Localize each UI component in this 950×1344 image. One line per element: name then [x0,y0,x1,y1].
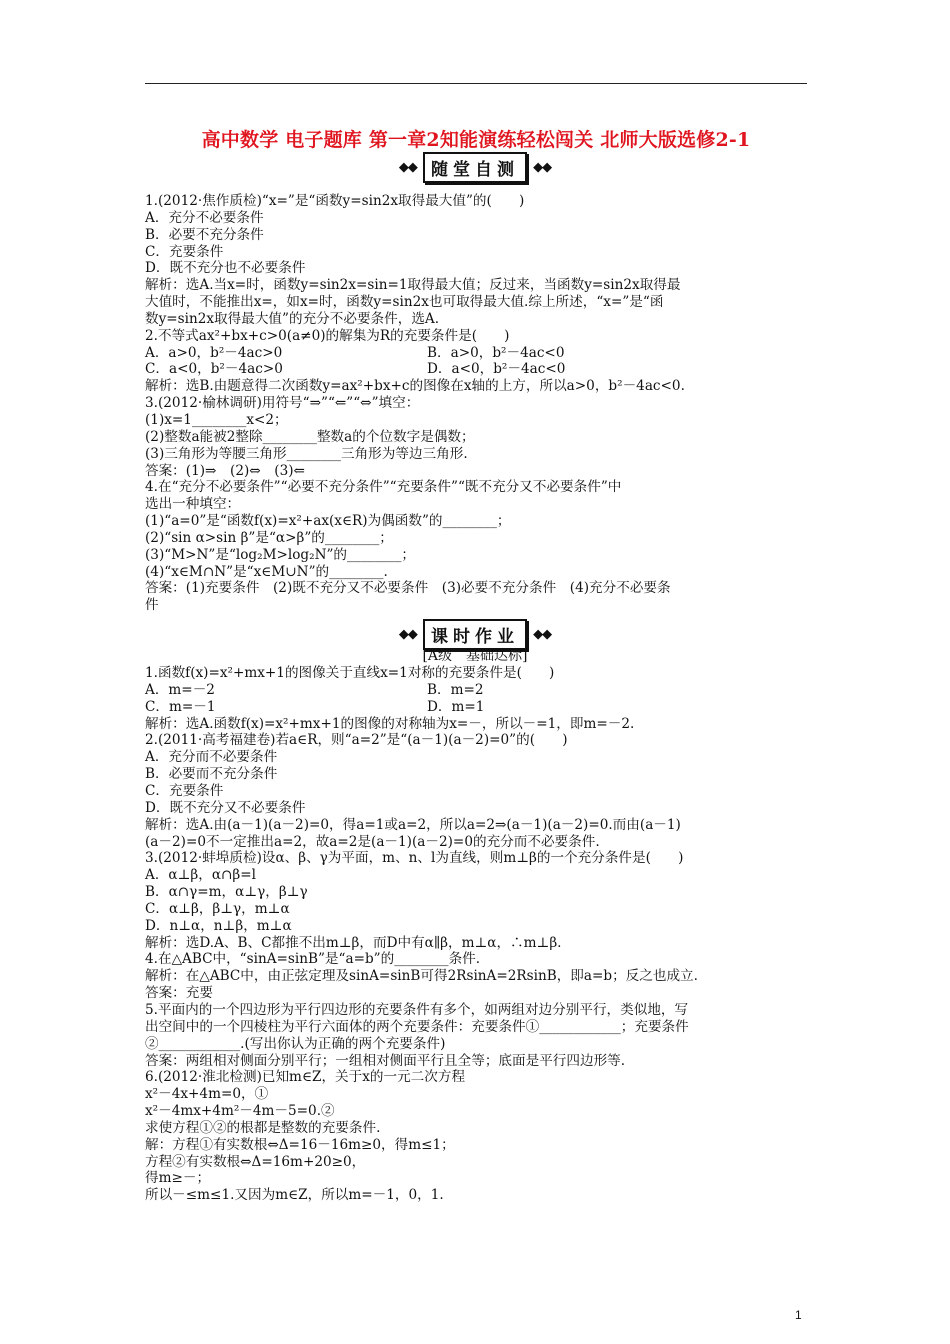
diamond-ornament-icon: ◆◆ [533,627,552,642]
text-line: 解析：选A.函数f(x)=x²+mx+1的图像的对称轴为x=－，所以－=1，即m=－2. [145,715,635,732]
option-left: A．m=－2 [145,681,215,698]
text-line: A．充分而不必要条件 [145,749,278,766]
text-line: 1.(2012·焦作质检)“x=”是“函数y=sin2x取得最大值”的( ) [145,193,525,209]
text-line: C．充要条件 [145,243,224,260]
text-line: (2)整数a能被2整除________整数a的个位数字是偶数； [145,428,475,445]
section-homework [145,665,809,1204]
text-line: 答案：两组相对侧面分别平行；一组相对侧面平行且全等；底面是平行四边形等. [145,1052,626,1069]
text-line: x²－4mx+4m²－4m－5=0.② [145,1103,335,1120]
text-line: 求使方程①②的根都是整数的充要条件. [145,1119,381,1136]
text-line: 解析：选D.A、B、C都推不出m⊥β，而D中有α∥β，m⊥α，∴m⊥β. [145,934,562,951]
page-number: 1 [795,1308,802,1322]
text-line: A．充分不必要条件 [145,209,264,226]
text-line: 解：方程①有实数根⇔Δ=16－16m≥0，得m≤1； [145,1136,455,1153]
text-line: ②____________.(写出你认为正确的两个充要条件) [145,1035,446,1052]
section-gap [145,614,809,656]
text-line: (3)“M>N”是“log₂M>log₂N”的________； [145,546,415,563]
text-line: 解析：选A.由(a－1)(a－2)=0，得a=1或a=2，所以a=2⇒(a－1)(a－2)=0.而由(a－1) [145,816,681,833]
text-line: 6.(2012·淮北检测)已知m∈Z，关于x的一元二次方程 [145,1069,466,1086]
text-line: 解析：选B.由题意得二次函数y=ax²+bx+c的图像在x轴的上方，所以a>0，b²－4ac<0. [145,378,685,395]
text-line: 出空间中的一个四棱柱为平行六面体的两个充要条件：充要条件①____________；充要条件 [145,1018,689,1035]
text-line [145,682,809,699]
text-line: B．α∩γ=m，α⊥γ，β⊥γ [145,884,308,901]
text-line: A．α⊥β，α∩β=l [145,867,256,884]
text-line: 答案：充要 [145,985,213,1002]
text-line: 答案：(1)⇒ (2)⇔ (3)⇐ [145,462,305,479]
text-line: 5.平面内的一个四边形为平行四边形的充要条件有多个，如两组对边分别平行，类似地，写 [145,1001,689,1018]
text-line: 1.函数f(x)=x²+mx+1的图像关于直线x=1对称的充要条件是( ) [145,665,555,682]
text-line: 数y=sin2x取得最大值”的充分不必要条件，选A. [145,310,440,327]
text-line: (4)“x∈M∩N”是“x∈M∪N”的________. [145,563,388,580]
section-gap [145,656,809,665]
level-label: [A级 基础达标] [422,648,528,664]
text-line [145,361,809,378]
text-line: 答案：(1)充要条件 (2)既不充分又不必要条件 (3)必要不充分条件 (4)充分不必要条 [145,580,671,597]
text-line: 所以－≤m≤1.又因为m∈Z，所以m=－1，0，1. [145,1187,444,1204]
text-line: 2.(2011·高考福建卷)若a∈R，则“a=2”是“(a－1)(a－2)=0”的( ) [145,732,568,749]
text-line: D．既不充分又不必要条件 [145,799,306,816]
text-line: 2.不等式ax²+bx+c>0(a≠0)的解集为R的充要条件是( ) [145,327,510,344]
banner-label: 随堂自测 [423,152,527,183]
document-body [145,193,809,1204]
text-line [145,699,809,716]
option-left: C．a<0，b²－4ac>0 [145,361,283,378]
text-line: x²－4x+4m=0，① [145,1086,269,1103]
text-line [145,345,809,362]
text-line: D．n⊥α，n⊥β，m⊥α [145,917,292,934]
text-line: 3.(2012·榆林调研)用符号“⇒”“⇐”“⇔”填空： [145,395,420,412]
text-line: 大值时，不能推出x=，如x=时，函数y=sin2x也可取得最大值.综上所述，“x=”是“函 [145,294,664,311]
text-line: C．α⊥β，β⊥γ，m⊥α [145,900,290,917]
text-line: 解析：在△ABC中，由正弦定理及sinA=sinB可得2RsinA=2RsinB，即a=b；反之也成立. [145,968,698,985]
text-line: (1)x=1________x<2； [145,411,288,428]
text-line: 方程②有实数根⇔Δ=16m+20≥0， [145,1153,366,1170]
option-right: D．m=1 [427,698,485,715]
option-left: C．m=－1 [145,698,216,715]
text-line: 3.(2012·蚌埠质检)设α、β、γ为平面，m、n、l为直线，则m⊥β的一个充分条件是( ) [145,850,684,867]
diamond-ornament-icon: ◆◆ [533,160,552,175]
option-right: D．a<0，b²－4ac<0 [427,361,566,378]
text-line: 得m≥－； [145,1170,211,1187]
text-line: 4.在△ABC中，“sinA=sinB”是“a=b”的________条件. [145,951,481,968]
text-line: C．充要条件 [145,783,224,799]
section-classroom-test [145,193,809,614]
option-right: B．m=2 [427,681,484,698]
header-rule [145,83,807,84]
text-line: 选出一种填空： [145,496,241,513]
option-right: B．a>0，b²－4ac<0 [427,344,565,361]
option-left: A．a>0，b²－4ac>0 [145,344,283,361]
text-line: 件 [145,597,159,614]
text-line: 解析：选A.当x=时，函数y=sin2x=sin=1取得最大值；反过来，当函数y=sin2x取得最 [145,277,681,294]
banner-label: 课时作业 [423,619,527,650]
text-line: B．必要而不充分条件 [145,766,278,783]
text-line: (1)“a=0”是“函数f(x)=x²+ax(x∈R)为偶函数”的________； [145,513,511,530]
text-line: B．必要不充分条件 [145,226,264,243]
section-banner-1 [0,152,950,183]
text-line: (2)“sin α>sin β”是“α>β”的________； [145,529,393,546]
text-line: (a－2)=0不一定推出a=2，故a=2是(a－1)(a－2)=0的充分而不必要条件. [145,833,600,850]
diamond-ornament-icon: ◆◆ [398,160,417,175]
text-line: 4.在“充分不必要条件”“必要不充分条件”“充要条件”“既不充分又不必要条件”中 [145,479,622,496]
text-line: (3)三角形为等腰三角形________三角形为等边三角形. [145,445,468,462]
diamond-ornament-icon: ◆◆ [398,627,417,642]
text-line: D．既不充分也不必要条件 [145,260,306,277]
page-title: 高中数学 电子题库 第一章2知能演练轻松闯关 北师大版选修2-1 [201,129,751,151]
